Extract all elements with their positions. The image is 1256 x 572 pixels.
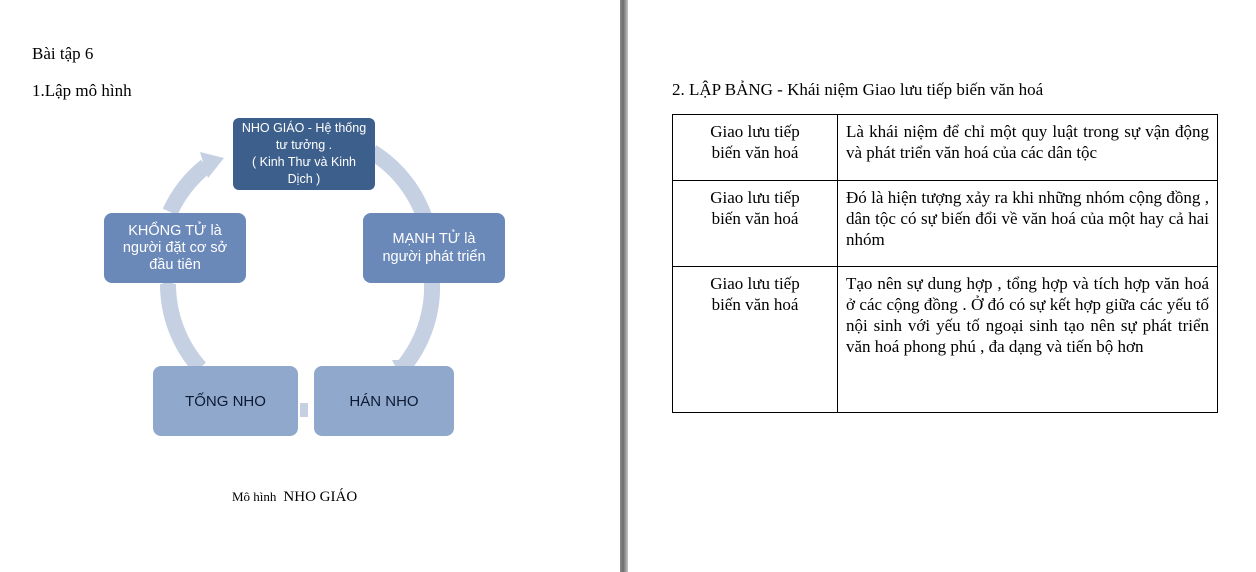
term-cell	[673, 115, 838, 181]
table-row	[673, 115, 1218, 181]
term-line-1: Giao lưu tiếp	[710, 274, 800, 293]
ring-arc-left	[168, 284, 200, 368]
nho-giao-line-1: NHO GIÁO - Hệ thống	[241, 121, 367, 135]
diagram-caption	[232, 489, 357, 506]
term-line-1: Giao lưu tiếp	[710, 122, 800, 141]
section-1-heading: 1.Lập mô hình	[32, 81, 132, 100]
page-divider	[620, 0, 628, 572]
khong-tu-line-2: người đặt cơ sở	[122, 239, 228, 256]
table-row	[673, 267, 1218, 413]
node-khong-tu	[104, 213, 246, 283]
node-manh-tu	[363, 213, 505, 283]
manh-tu-line-2: người phát triển	[382, 249, 486, 265]
node-tong-nho	[153, 366, 298, 436]
definition-cell: Đó là hiện tượng xảy ra khi những nhóm cộng đồng , dân tộc có sự biến đổi về văn hoá của một hay cả hai nhóm	[838, 181, 1218, 267]
nho-giao-line-4: Dịch )	[287, 172, 321, 186]
term-line-2: biến văn hoá	[711, 209, 799, 228]
manh-tu-line-1: MẠNH TỬ là	[392, 231, 476, 247]
section-2-heading: 2. LẬP BẢNG - Khái niệm Giao lưu tiếp biến văn hoá	[672, 80, 1044, 99]
han-nho-label: HÁN NHO	[349, 392, 419, 410]
khong-tu-line-3: đầu tiên	[149, 256, 201, 273]
table-row	[673, 181, 1218, 267]
caption-subject: NHO GIÁO	[283, 489, 358, 505]
term-line-2: biến văn hoá	[711, 143, 799, 162]
definition-cell: Là khái niệm để chỉ một quy luật trong sự vận động và phát triển văn hoá của các dân tộc	[838, 115, 1218, 181]
nho-giao-line-3: ( Kinh Thư và Kinh	[251, 155, 356, 169]
cycle-ring	[0, 0, 620, 572]
term-cell	[673, 267, 838, 413]
ring-arc-top-right	[372, 152, 426, 222]
node-han-nho	[314, 366, 454, 436]
khong-tu-line-1: KHỔNG TỬ là	[128, 222, 222, 239]
term-cell	[673, 181, 838, 267]
document-title: Bài tập 6	[32, 44, 94, 63]
node-nho-giao	[233, 118, 375, 190]
concept-table	[672, 114, 1218, 413]
tong-nho-label: TỐNG NHO	[185, 392, 266, 410]
left-page	[0, 0, 620, 572]
definition-cell: Tạo nên sự dung hợp , tổng hợp và tích hợp văn hoá ở các cộng đồng . Ở đó có sự kết hợp giữa các yếu tố nội sinh với yếu tố ngoại sinh tạo nên sự phát triển văn hoá phong phú , đa dạng và tiến bộ hơn	[838, 267, 1218, 413]
ring-arc-top-left	[170, 166, 206, 212]
caption-prefix: Mô hình	[232, 489, 277, 504]
term-line-1: Giao lưu tiếp	[710, 188, 800, 207]
nho-giao-cycle-diagram	[0, 0, 620, 572]
nho-giao-line-2: tư tưởng .	[275, 138, 333, 152]
ring-arc-right	[404, 282, 432, 366]
term-line-2: biến văn hoá	[711, 295, 799, 314]
